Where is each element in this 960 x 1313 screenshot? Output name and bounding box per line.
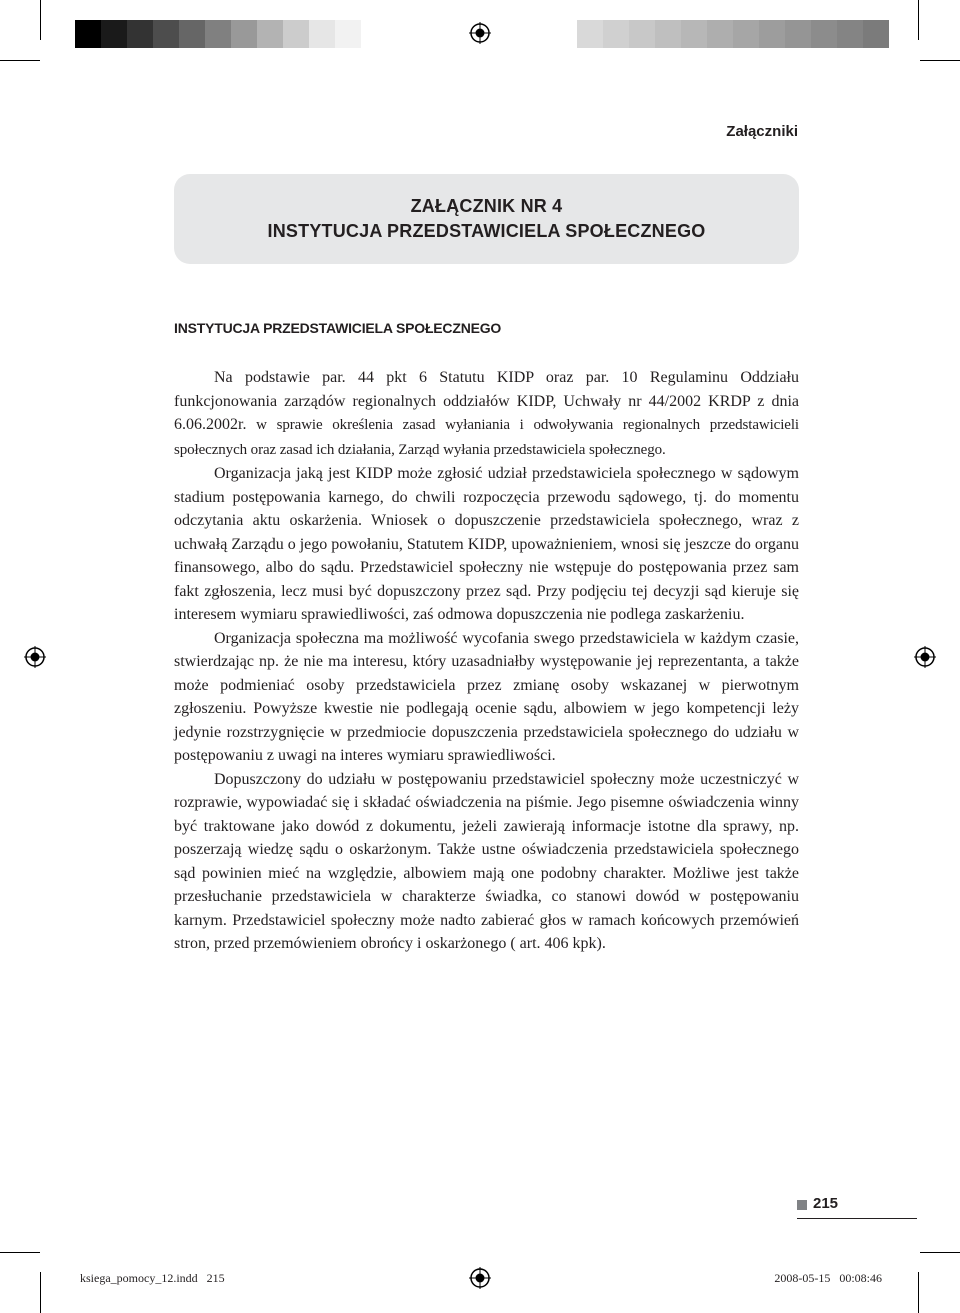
crop-mark	[920, 1252, 960, 1253]
title-line-1: ZAŁĄCZNIK NR 4	[410, 196, 563, 216]
color-bar-light	[577, 20, 889, 48]
registration-mark-icon	[914, 646, 936, 668]
registration-mark-icon	[469, 1267, 491, 1289]
crop-mark	[920, 60, 960, 61]
registration-mark-icon	[24, 646, 46, 668]
running-head: Załączniki	[726, 123, 798, 140]
crop-mark	[918, 0, 919, 40]
crop-mark	[0, 1252, 40, 1253]
slug-timestamp: 2008-05-15 00:08:46	[774, 1271, 882, 1285]
page-rule	[797, 1218, 917, 1219]
paragraph-4: Dopuszczony do udziału w postępowaniu przedstawiciel społeczny może uczestniczyć w rozprawie, wypowiadać się i składać oświadczenia na piśmie. Jego pisemne oświadczenia winny być traktowane jako dowód z dokumentu, jeżeli zawierają informacje istotne dla sprawy, np. poszerzają wiedzę sądu o oskarżonym. Także ustne oświadczenia przedstawiciela społecznego sąd powinien mieć na względzie, albowiem mają one podobny charakter. Możliwe jest także przesłuchanie przedstawiciela w charakterze świadka, co stanowi dowód w postępowaniu karnym. Przedstawiciel społeczny może nadto zabierać głos w ramach końcowych przemówień stron, przed przemówieniem obrońcy i oskarżonego ( art. 406 kpk).	[174, 770, 799, 952]
crop-mark	[918, 1272, 919, 1313]
title-line-2: INSTYTUCJA PRZEDSTAWICIELA SPOŁECZNEGO	[267, 221, 706, 241]
body-text	[174, 366, 799, 956]
page-marker	[797, 1200, 807, 1210]
page-number: 215	[813, 1195, 839, 1212]
title-box	[174, 174, 799, 264]
color-bar-gray	[75, 20, 361, 48]
section-heading: INSTYTUCJA PRZEDSTAWICIELA SPOŁECZNEGO	[174, 320, 502, 336]
paragraph-3: Organizacja społeczna ma możliwość wycofania swego przedstawiciela w każdym czasie, stwierdzając np. że nie ma interesu, który uzasadniałby występowanie jej reprezentanta, a także może podmieniać osoby przedstawiciela przez zmianę osoby wskazanej w pierwotnym zgłoszeniu. Powyższe kwestie nie podlegają ocenie sądu, albowiem w jego kompetencji leży jedynie rozstrzygnięcie w przedmiocie dopuszczenia przedstawiciela społecznego do udziału w postępowaniu z uwagi na interes wymiaru sprawiedliwości.	[174, 629, 799, 764]
paragraph-1-lead: Na podstawie par. 44 pkt 6 Statutu KIDP oraz par. 10 Regulaminu Oddziału funkcjonowania zarządów regionalnych oddziałów KIDP, Uchwały nr 44/2002 KRDP z dnia 6.06.2002r.	[174, 369, 799, 433]
crop-mark	[0, 60, 40, 61]
paragraph-1-rest: w sprawie określenia zasad wyłaniania i odwoływania regionalnych przedstawicieli społecznych oraz zasad ich działania, Zarząd wyłania przedstawiciela społecznego.	[174, 417, 799, 458]
crop-mark	[40, 1272, 41, 1313]
paragraph-1	[174, 366, 799, 462]
slug-file: ksiega_pomocy_12.indd 215	[80, 1271, 225, 1285]
registration-mark-icon	[469, 22, 491, 44]
paragraph-2: Organizacja jaką jest KIDP może zgłosić udział przedstawiciela społecznego w sądowym stadium postępowania karnego, do chwili rozpoczęcia przewodu sądowego, tj. do momentu odczytania aktu oskarżenia. Wniosek o dopuszczenie przedstawiciela społecznego, wraz z uchwałą Zarządu o jego powołaniu, Statutem KIDP, upoważnieniem, wnosi się jeszcze do organu finansowego, albo do sądu. Przedstawiciel społeczny nie wstępuje do postępowania przez sam fakt zgłoszenia, lecz musi być dopuszczony przez sąd. Przy podjęciu tej decyzji sąd kieruje się interesem wymiaru sprawiedliwości, zaś odmowa dopuszczenia nie podlega zaskarżeniu.	[174, 465, 799, 623]
crop-mark	[40, 0, 41, 40]
